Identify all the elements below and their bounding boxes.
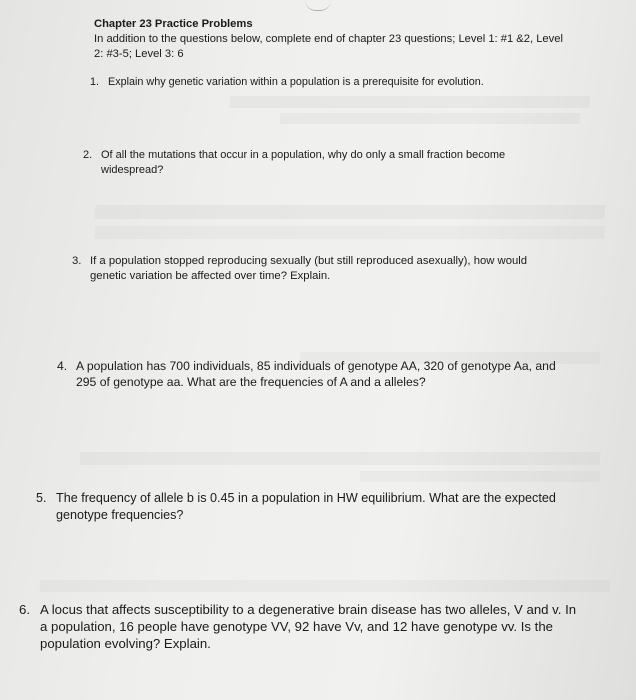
question-text: 295 of genotype aa. What are the frequencies of A and a alleles? (76, 375, 426, 389)
question-text: a population, 16 people have genotype VV, 92 have Vv, and 12 have genotype vv. Is the (40, 619, 553, 634)
question-text: genetic variation be affected over time? Explain. (90, 270, 331, 282)
show-through-text (359, 471, 600, 482)
show-through-text (94, 205, 605, 219)
question-2 (83, 148, 611, 178)
show-through-text (39, 580, 610, 592)
show-through-text (229, 96, 590, 108)
question-3 (72, 254, 615, 284)
worksheet-title: Chapter 23 Practice Problems (94, 18, 253, 30)
show-through-text (94, 226, 605, 239)
question-6 (19, 601, 630, 652)
question-text: The frequency of allele b is 0.45 in a population in HW equilibrium. What are the expected (56, 491, 556, 505)
question-text: Of all the mutations that occur in a population, why do only a small fraction become (101, 149, 506, 161)
question-text: If a population stopped reproducing sexually (but still reproduced asexually), how would (90, 255, 528, 267)
question-text: genotype frequencies? (56, 508, 184, 522)
question-number: 6. (19, 602, 30, 617)
question-number: 2. (83, 149, 93, 161)
worksheet-header (94, 17, 614, 62)
question-text: A population has 700 individuals, 85 individuals of genotype AA, 320 of genotype Aa, and (76, 359, 556, 373)
question-text: A locus that affects susceptibility to a degenerative brain disease has two alleles, V and v. In (40, 602, 577, 617)
question-number: 5. (36, 491, 47, 505)
question-1 (90, 75, 608, 89)
question-number: 3. (72, 255, 82, 267)
question-text: Explain why genetic variation within a population is a prerequisite for evolution. (108, 76, 484, 88)
show-through-text (279, 113, 580, 124)
question-text: widespread? (101, 164, 164, 176)
question-4 (57, 358, 616, 390)
page-edge-mark (305, 0, 331, 11)
question-5 (36, 490, 616, 524)
show-through-text (79, 452, 600, 465)
question-number: 4. (57, 359, 68, 373)
question-number: 1. (90, 76, 100, 88)
instructions-line-1: In addition to the questions below, complete end of chapter 23 questions; Level 1: #1 &2, Level (94, 33, 563, 45)
instructions-line-2: 2: #3-5; Level 3: 6 (94, 48, 184, 60)
question-text: population evolving? Explain. (40, 636, 211, 651)
